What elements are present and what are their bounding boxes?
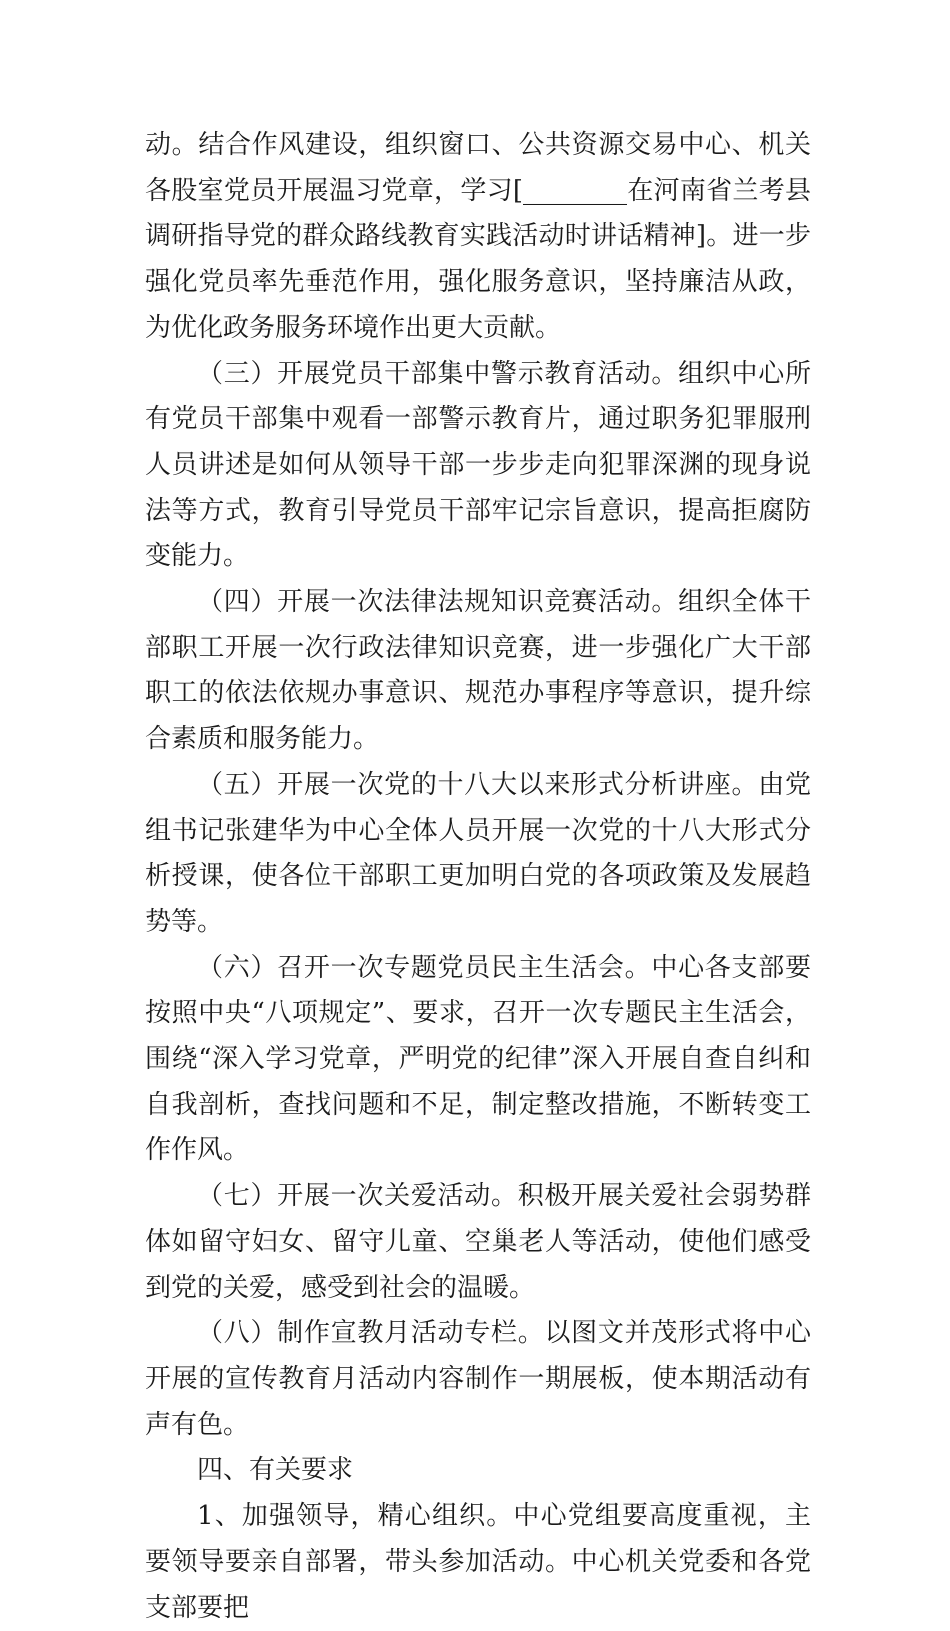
paragraph-requirement-1: 1、加强领导，精心组织。中心党组要高度重视，主要领导要亲自部署，带头参加活动。中心机关党委和各党支部要把	[145, 1501, 811, 1623]
paragraph-section-5: （五）开展一次党的十八大以来形式分析讲座。由党组书记张建华为中心全体人员开展一次党的十八大形式分析授课，使各位干部职工更加明白党的各项政策及发展趋势等。	[145, 769, 811, 937]
paragraph-section-6: （六）召开一次专题党员民主生活会。中心各支部要按照中央“八项规定”、要求，召开一次专题民主生活会，围绕“深入学习党章，严明党的纪律”深入开展自查自纠和自我剖析，查找问题和不足，制定整改措施，不断转变工作作风。	[145, 952, 811, 1166]
paragraph-section-3: （三）开展党员干部集中警示教育活动。组织中心所有党员干部集中观看一部警示教育片，通过职务犯罪服刑人员讲述是如何从领导干部一步步走向犯罪深渊的现身说法等方式，教育引导党员干部牢记宗旨意识，提高拒腐防变能力。	[145, 358, 811, 572]
document-body	[145, 123, 811, 1631]
paragraph-section-4: （四）开展一次法律法规知识竞赛活动。组织全体干部职工开展一次行政法律知识竞赛，进一步强化广大干部职工的依法依规办事意识、规范办事程序等意识，提升综合素质和服务能力。	[145, 587, 811, 755]
paragraph-continuation: 动。结合作风建设，组织窗口、公共资源交易中心、机关各股室党员开展温习党章，学习[________在河南省兰考县调研指导党的群众路线教育实践活动时讲话精神]。进一步强化党员率先垂范作用，强化服务意识，坚持廉洁从政，为优化政务服务环境作出更大贡献。	[145, 130, 811, 343]
paragraph-section-7: （七）开展一次关爱活动。积极开展关爱社会弱势群体如留守妇女、留守儿童、空巢老人等活动，使他们感受到党的关爱，感受到社会的温暖。	[145, 1181, 811, 1303]
heading-requirements: 四、有关要求	[197, 1455, 354, 1486]
paragraph-section-8: （八）制作宣教月活动专栏。以图文并茂形式将中心开展的宣传教育月活动内容制作一期展板，使本期活动有声有色。	[145, 1318, 811, 1440]
